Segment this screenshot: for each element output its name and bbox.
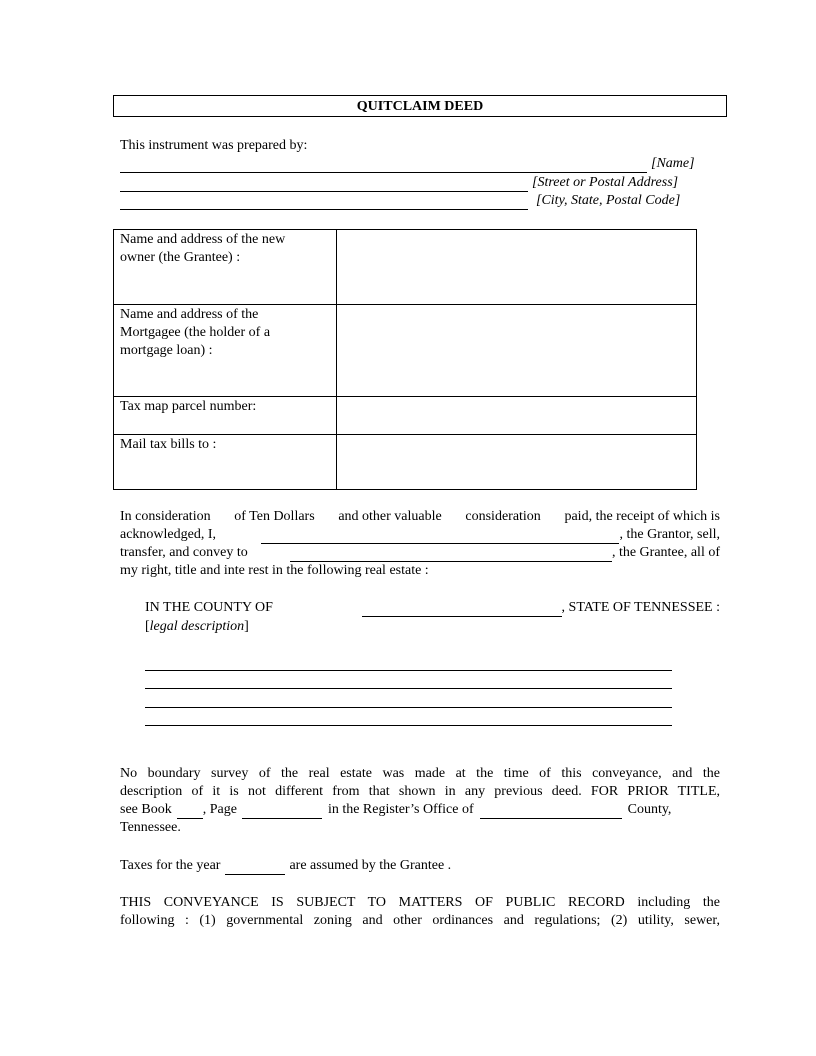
preparer-city-row [120, 192, 700, 210]
county-field[interactable] [362, 603, 562, 617]
party-info-table [113, 229, 697, 490]
preparer-city-field[interactable] [120, 196, 528, 210]
legal-description-label: [legal description] [145, 619, 249, 634]
consideration-line-1: In consideration of Ten Dollars and other valuable consideration paid, the receipt of which is [120, 509, 720, 524]
boundary-paragraph [120, 765, 720, 837]
conveyance-paragraph [120, 894, 720, 930]
mortgagee-label: Name and address of the Mortgagee (the holder of a mortgage loan) : [114, 305, 337, 397]
conveyance-line-1: THIS CONVEYANCE IS SUBJECT TO MATTERS OF PUBLIC RECORD including the [120, 895, 720, 910]
consideration-line-3: transfer, and convey to , the Grantee, all of [120, 545, 720, 560]
preparer-name-label: [Name] [651, 156, 695, 171]
tax-map-value-field[interactable] [337, 397, 697, 435]
boundary-line-1: No boundary survey of the real estate was made at the time of this conveyance, and the [120, 766, 720, 781]
page-field[interactable] [242, 805, 322, 819]
preparer-name-field[interactable] [120, 159, 647, 173]
boundary-line-4: Tennessee. [120, 820, 181, 835]
table-row [114, 305, 697, 397]
consideration-line-2: acknowledged, I, , the Grantor, sell, [120, 527, 720, 542]
preparer-street-row [120, 174, 700, 192]
preparer-name-row [120, 155, 700, 173]
tax-map-label: Tax map parcel number: [114, 397, 337, 435]
document-title: QUITCLAIM DEED [113, 95, 727, 117]
book-field[interactable] [177, 805, 203, 819]
consideration-line-4: my right, title and inte rest in the following real estate : [120, 563, 429, 578]
taxes-line: Taxes for the year are assumed by the Grantee . [120, 858, 452, 873]
grantee-name-field[interactable] [290, 548, 612, 562]
register-county-field[interactable] [480, 805, 622, 819]
preparer-city-label: [City, State, Postal Code] [536, 193, 681, 208]
consideration-paragraph [120, 508, 720, 580]
legal-description-line-4[interactable] [145, 725, 672, 726]
legal-description-line-2[interactable] [145, 688, 672, 689]
boundary-line-3: see Book , Page in the Register’s Office of County, [120, 802, 672, 817]
table-row [114, 397, 697, 435]
legal-description-line-1[interactable] [145, 670, 672, 671]
table-row [114, 230, 697, 305]
conveyance-line-2: following : (1) governmental zoning and other ordinances and regulations; (2) utility, sewer, [120, 913, 720, 928]
mortgagee-value-field[interactable] [337, 305, 697, 397]
mail-tax-value-field[interactable] [337, 435, 697, 490]
prepared-by-intro: This instrument was prepared by: [120, 138, 308, 153]
mail-tax-label: Mail tax bills to : [114, 435, 337, 490]
preparer-street-field[interactable] [120, 178, 528, 192]
preparer-street-label: [Street or Postal Address] [532, 175, 679, 190]
tax-year-field[interactable] [225, 861, 285, 875]
county-line: IN THE COUNTY OF , STATE OF TENNESSEE : [145, 600, 720, 615]
table-row [114, 435, 697, 490]
legal-description-line-3[interactable] [145, 707, 672, 708]
grantee-label: Name and address of the new owner (the Grantee) : [114, 230, 337, 305]
grantor-name-field[interactable] [261, 530, 619, 544]
boundary-line-2: description of it is not different from that shown in any previous deed. FOR PRIOR TITLE, [120, 784, 720, 799]
grantee-value-field[interactable] [337, 230, 697, 305]
